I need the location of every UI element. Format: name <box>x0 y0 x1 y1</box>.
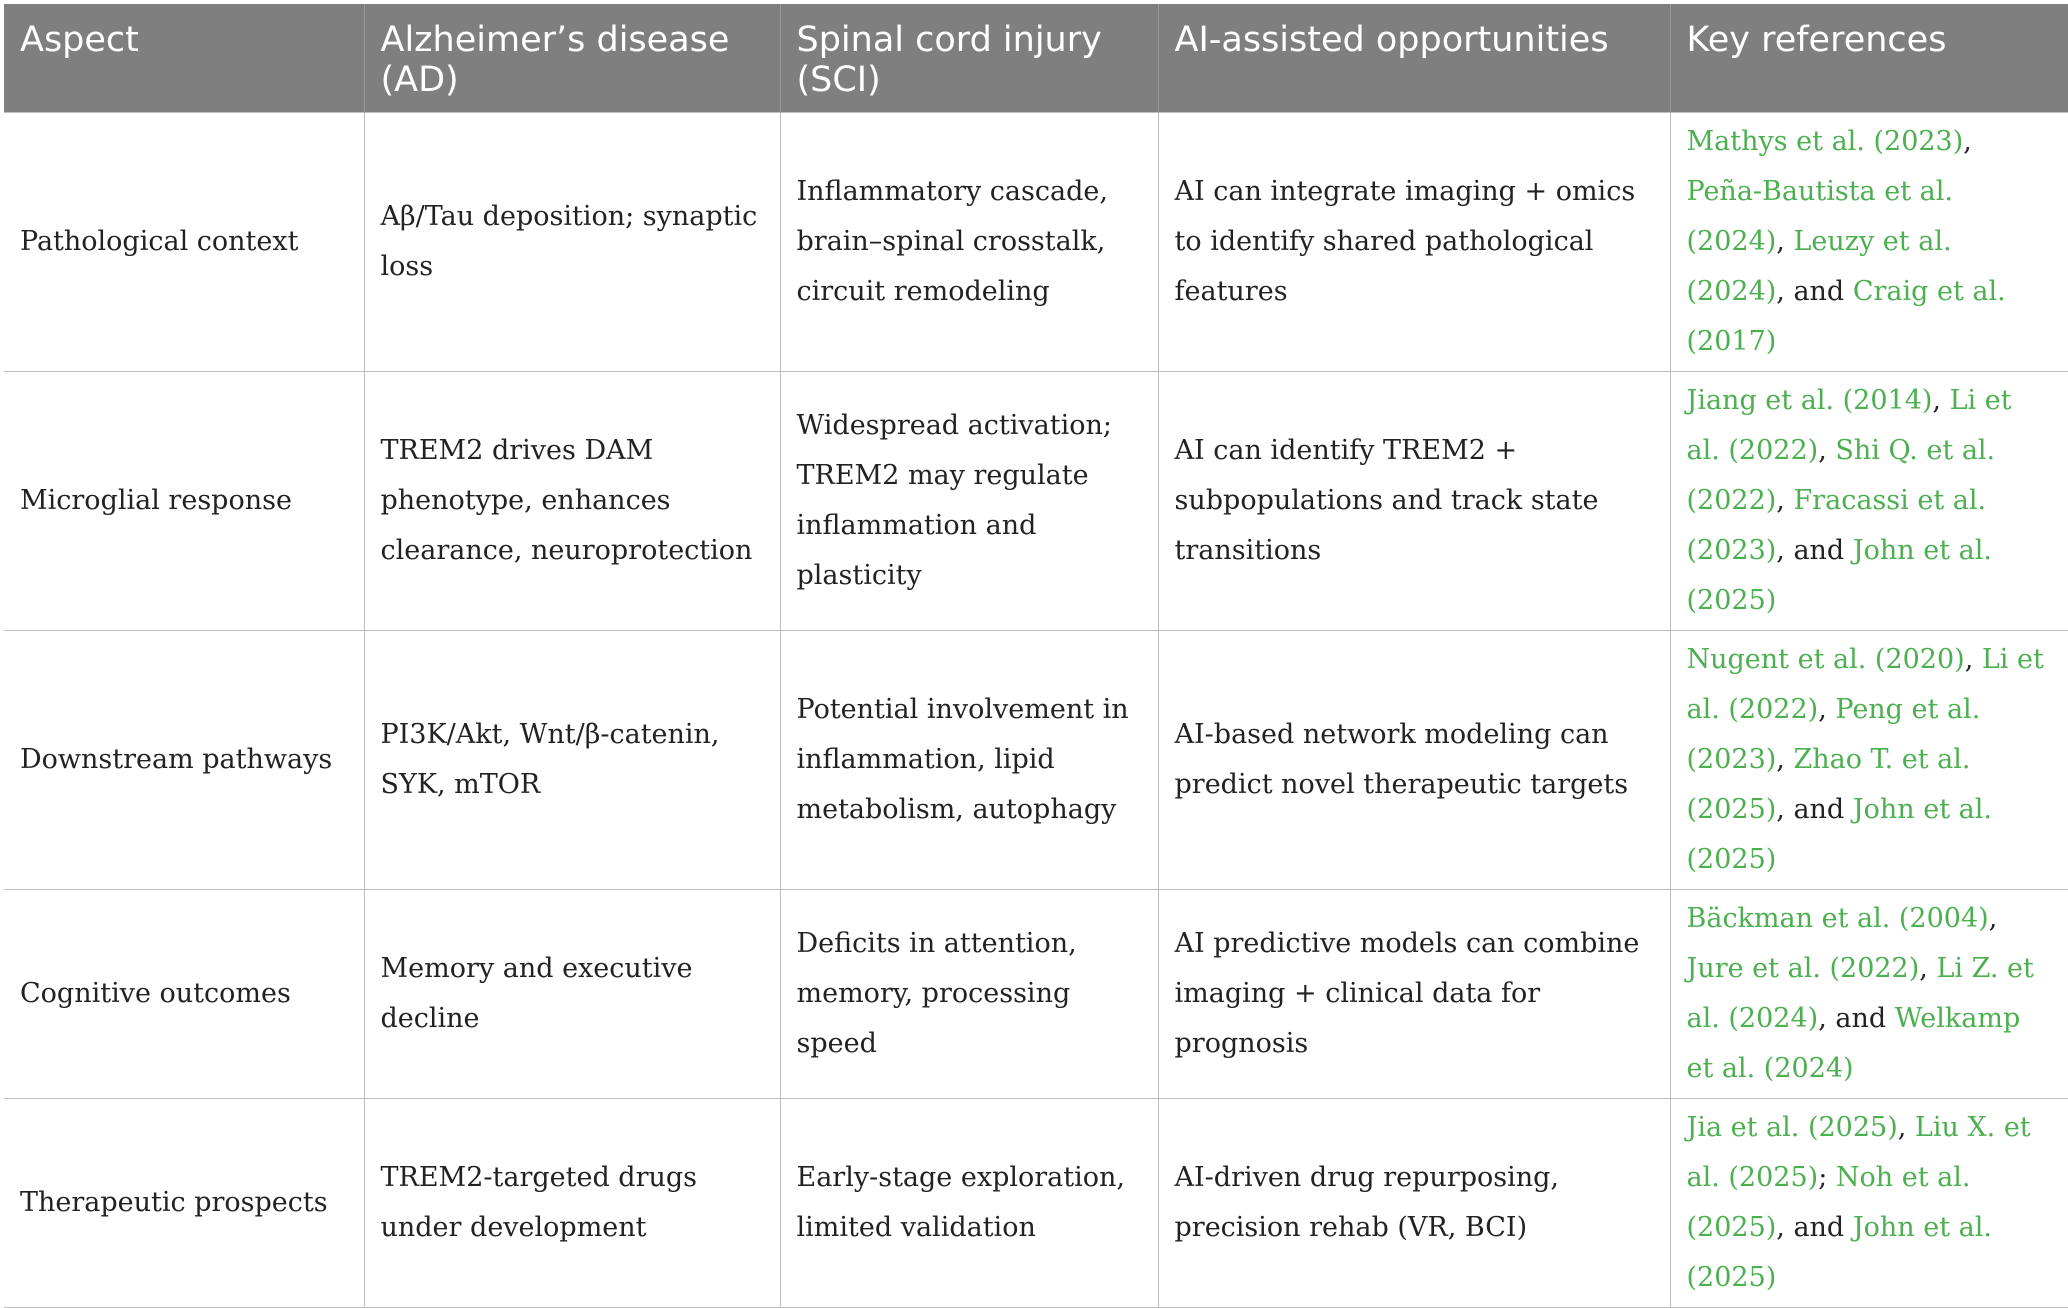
cell-ad: Aβ/Tau deposition; synaptic loss <box>364 113 780 372</box>
cell-ad: TREM2-targeted drugs under development <box>364 1099 780 1308</box>
cell-references <box>1670 890 2068 1099</box>
table-header-row <box>4 4 2068 113</box>
cell-sci: Early-stage exploration, limited validation <box>780 1099 1158 1308</box>
table-row <box>4 631 2068 890</box>
reference-link[interactable]: Li et al. (2022) <box>1686 385 2012 466</box>
cell-sci: Deficits in attention, memory, processing speed <box>780 890 1158 1099</box>
cell-ai: AI-driven drug repurposing, precision rehab (VR, BCI) <box>1158 1099 1670 1308</box>
reference-link[interactable]: Jia et al. (2025) <box>1686 1112 1898 1143</box>
cell-ai: AI can identify TREM2 + subpopulations and track state transitions <box>1158 372 1670 631</box>
reference-separator: , and <box>1776 535 1853 566</box>
reference-link[interactable]: Mathys et al. (2023) <box>1686 126 1964 157</box>
table-row <box>4 113 2068 372</box>
reference-link[interactable]: Jiang et al. (2014) <box>1686 385 1933 416</box>
table-row <box>4 372 2068 631</box>
reference-link[interactable]: Li Z. et al. (2024) <box>1686 953 2034 1034</box>
reference-separator: , <box>1963 126 1972 157</box>
header-alzheimers: Alzheimer’s disease (AD) <box>364 4 780 113</box>
reference-link[interactable]: Liu X. et al. (2025) <box>1686 1112 2031 1193</box>
cell-sci: Inflammatory cascade, brain–spinal crosstalk, circuit remodeling <box>780 113 1158 372</box>
reference-link[interactable]: Fracassi et al. (2023) <box>1686 485 1987 566</box>
header-key-references: Key references <box>1670 4 2068 113</box>
cell-aspect: Pathological context <box>4 113 364 372</box>
reference-separator: , <box>1897 1112 1915 1143</box>
cell-ad: PI3K/Akt, Wnt/β-catenin, SYK, mTOR <box>364 631 780 890</box>
reference-separator: , <box>1964 644 1982 675</box>
reference-link[interactable]: Noh et al. (2025) <box>1686 1162 1971 1243</box>
reference-separator: , <box>1776 226 1794 257</box>
cell-sci: Potential involvement in inflammation, lipid metabolism, autophagy <box>780 631 1158 890</box>
reference-link[interactable]: Bäckman et al. (2004) <box>1686 903 1989 934</box>
cell-ai: AI-based network modeling can predict novel therapeutic targets <box>1158 631 1670 890</box>
reference-link[interactable]: John et al. (2025) <box>1686 535 1992 616</box>
reference-separator: , and <box>1818 1003 1895 1034</box>
reference-separator: , <box>1776 485 1794 516</box>
comparison-table-container <box>4 4 2068 1308</box>
cell-aspect: Therapeutic prospects <box>4 1099 364 1308</box>
reference-separator: , <box>1988 903 1998 934</box>
reference-separator: , and <box>1776 794 1853 825</box>
reference-separator: ; <box>1818 1162 1836 1193</box>
cell-aspect: Microglial response <box>4 372 364 631</box>
cell-references <box>1670 372 2068 631</box>
reference-separator: , <box>1919 953 1937 984</box>
reference-link[interactable]: Craig et al. (2017) <box>1686 276 2006 357</box>
reference-link[interactable]: Welkamp et al. (2024) <box>1686 1003 2021 1084</box>
reference-link[interactable]: Shi Q. et al. (2022) <box>1686 435 1996 516</box>
cell-ai: AI predictive models can combine imaging + clinical data for prognosis <box>1158 890 1670 1099</box>
reference-link[interactable]: John et al. (2025) <box>1686 1212 1992 1293</box>
table-row <box>4 890 2068 1099</box>
cell-ad: Memory and executive decline <box>364 890 780 1099</box>
table-row <box>4 1099 2068 1308</box>
comparison-table <box>4 4 2068 1308</box>
cell-references <box>1670 631 2068 890</box>
reference-link[interactable]: Leuzy et al. (2024) <box>1686 226 1952 307</box>
reference-link[interactable]: Peng et al. (2023) <box>1686 694 1981 775</box>
reference-separator: , <box>1818 694 1836 725</box>
reference-separator: , and <box>1776 276 1853 307</box>
reference-link[interactable]: Li et al. (2022) <box>1686 644 2044 725</box>
reference-separator: , <box>1776 744 1794 775</box>
cell-sci: Widespread activation; TREM2 may regulate inflammation and plasticity <box>780 372 1158 631</box>
reference-link[interactable]: John et al. (2025) <box>1686 794 1992 875</box>
reference-separator: , <box>1932 385 1950 416</box>
header-spinal-cord-injury: Spinal cord injury (SCI) <box>780 4 1158 113</box>
cell-ad: TREM2 drives DAM phenotype, enhances clearance, neuroprotection <box>364 372 780 631</box>
reference-link[interactable]: Zhao T. et al. (2025) <box>1686 744 1971 825</box>
reference-link[interactable]: Jure et al. (2022) <box>1686 953 1920 984</box>
header-ai-opportunities: AI-assisted opportunities <box>1158 4 1670 113</box>
reference-link[interactable]: Peña-Bautista et al. (2024) <box>1686 176 1953 257</box>
header-aspect: Aspect <box>4 4 364 113</box>
cell-aspect: Downstream pathways <box>4 631 364 890</box>
cell-references <box>1670 113 2068 372</box>
reference-separator: , and <box>1776 1212 1853 1243</box>
cell-ai: AI can integrate imaging + omics to identify shared pathological features <box>1158 113 1670 372</box>
cell-aspect: Cognitive outcomes <box>4 890 364 1099</box>
reference-link[interactable]: Nugent et al. (2020) <box>1686 644 1965 675</box>
reference-separator: , <box>1818 435 1836 466</box>
cell-references <box>1670 1099 2068 1308</box>
